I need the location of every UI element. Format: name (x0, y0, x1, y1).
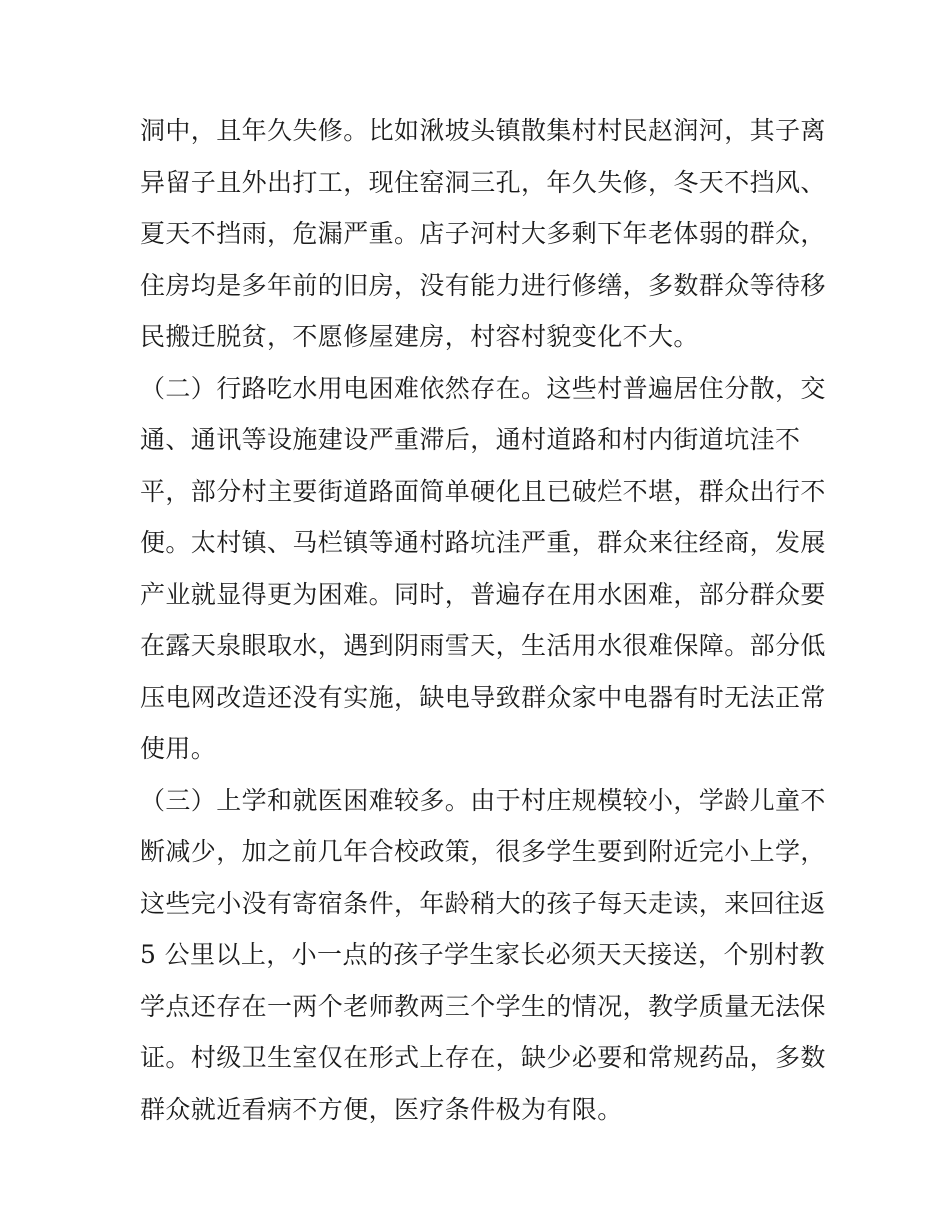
text-line: 平，部分村主要街道路面简单硬化且已破烂不堪，群众出行不 (140, 476, 826, 506)
text-line: 洞中，且年久失修。比如湫坡头镇散集村村民赵润河，其子离 (140, 116, 826, 145)
text-line: 便。太村镇、马栏镇等通村路坑洼严重，群众来往经商，发展 (140, 528, 826, 557)
text-line: 证。村级卫生室仅在形式上存在，缺少必要和常规药品，多数 (140, 1043, 826, 1072)
text-line: 夏天不挡雨，危漏严重。店子河村大多剩下年老体弱的群众， (140, 219, 826, 248)
text-line: 这些完小没有寄宿条件，年龄稍大的孩子每天走读，来回往返 (140, 888, 826, 918)
text-line: 压电网改造还没有实施，缺电导致群众家中电器有时无法正常 (140, 682, 826, 712)
text-line: 民搬迁脱贫，不愿修屋建房，村容村貌变化不大。 (140, 322, 699, 351)
section-heading-line: （三）上学和就医困难较多。由于村庄规模较小，学龄儿童不 (140, 785, 826, 815)
section-heading-line: （二）行路吃水用电困难依然存在。这些村普遍居住分散，交 (140, 373, 826, 403)
text-line: 5 公里以上，小一点的孩子学生家长必须天天接送，个别村教 (140, 940, 826, 969)
text-line: 断减少，加之前几年合校政策，很多学生要到附近完小上学， (140, 837, 826, 866)
text-line: 群众就近看病不方便，医疗条件极为有限。 (140, 1094, 623, 1124)
text-line: 使用。 (140, 734, 217, 763)
text-line: 产业就显得更为困难。同时，普遍存在用水困难，部分群众要 (140, 579, 826, 609)
document-body (140, 105, 830, 1135)
text-line: 在露天泉眼取水，遇到阴雨雪天，生活用水很难保障。部分低 (140, 631, 826, 660)
text-line: 异留子且外出打工，现住窑洞三孔，年久失修，冬天不挡风、 (140, 167, 826, 197)
text-line: 学点还存在一两个老师教两三个学生的情况，教学质量无法保 (140, 991, 826, 1021)
text-line: 住房均是多年前的旧房，没有能力进行修缮，多数群众等待移 (140, 270, 826, 300)
text-line: 通、通讯等设施建设严重滞后，通村道路和村内街道坑洼不 (140, 425, 801, 454)
